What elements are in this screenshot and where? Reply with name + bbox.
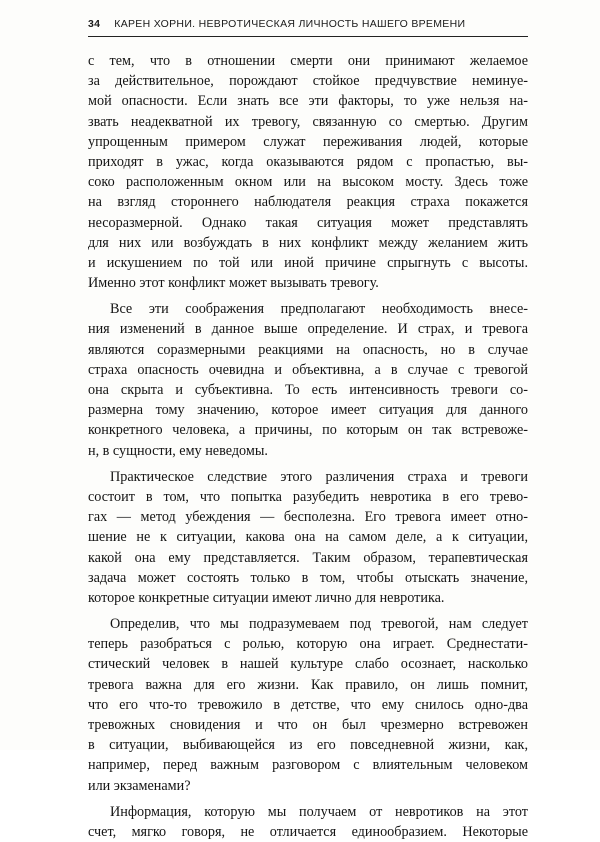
text-line: за действительное, порождают стойкое предчувствие неминуе-	[88, 73, 528, 90]
text-line: счет, мягко говоря, не отличается единообразием. Некоторые	[88, 823, 528, 840]
text-line: страха опасность очевидна и объективна, а в случае с тревогой	[88, 361, 528, 378]
text-line: шение не к ситуации, какова она на самом деле, а к ситуации,	[88, 529, 528, 546]
text-line: ния изменений в данное выше определение. И страх, и тревога	[88, 321, 528, 338]
text-line: тревога важна для его жизни. Как правило, он лишь помнит,	[88, 676, 528, 693]
text-line: стический человек в нашей культуре слабо осознает, насколько	[88, 656, 528, 673]
page-number: 34	[88, 18, 101, 30]
text-line: Информация, которую мы получаем от невротиков на этот	[110, 803, 528, 820]
text-line: приходят в ужас, когда оказываются рядом с пропастью, вы-	[88, 153, 528, 170]
text-line: задача может состоять только в том, чтобы отыскать значение,	[88, 569, 528, 586]
text-line: упрощенным примером служат переживания людей, которые	[88, 133, 528, 150]
text-line: и искушением по той или иной причине спрыгнуть с высоты.	[88, 254, 528, 271]
text-line: которое конкретные ситуации имеют лично для невротика.	[88, 589, 445, 606]
text-line: гах — метод убеждения — бесполезна. Его тревога имеет отно-	[88, 509, 528, 526]
text-line: или экзаменами?	[88, 777, 191, 794]
text-line: теперь разобраться с ролью, которую она играет. Среднестати-	[88, 636, 528, 653]
paragraph	[88, 51, 528, 293]
text-line: например, перед важным разговором с влиятельным человеком	[88, 757, 528, 774]
text-line: конкретного человека, а причины, по которым он так встревоже-	[88, 422, 528, 439]
text-line: являются соразмерными реакциями на опасность, но в случае	[88, 341, 528, 358]
paragraph	[88, 467, 528, 608]
text-line: размерна тому значению, которое имеет ситуация для данного	[88, 402, 528, 419]
body-text	[88, 51, 528, 842]
text-line: какой она ему представляется. Таким образом, терапевтическая	[88, 549, 528, 566]
text-line: тревожных сновидения и что он был чрезмерно встревожен	[88, 717, 528, 733]
text-line: мой опасности. Если знать все эти факторы, то уже нельзя на-	[88, 93, 528, 110]
text-line: для них или возбуждать в них конфликт между желанием жить	[88, 234, 528, 251]
text-line: н, в сущности, ему неведомы.	[88, 442, 268, 459]
text-line: Практическое следствие этого различения страха и тревоги	[110, 468, 528, 485]
paragraph	[88, 614, 528, 796]
text-line: состоит в том, что попытка разубедить невротика в его трево-	[88, 488, 528, 505]
text-line: в ситуации, выбивающейся из его повседневной жизни, как,	[88, 737, 528, 754]
text-line: что его что-то тревожило в детстве, что ему снилось одно-два	[88, 696, 528, 713]
paragraph	[88, 299, 528, 461]
header-rule	[88, 36, 528, 37]
text-line: она скрыта и субъективна. То есть интенсивность тревоги со-	[88, 382, 528, 398]
text-line: звать неадекватной их тревогу, связанную со смертью. Другим	[88, 113, 528, 130]
running-title: КАРЕН ХОРНИ. НЕВРОТИЧЕСКАЯ ЛИЧНОСТЬ НАШЕГО ВРЕМЕНИ	[114, 18, 466, 30]
running-header	[88, 18, 528, 30]
text-line: соко расположенным окном или на высоком мосту. Здесь тоже	[88, 174, 528, 191]
paragraph	[88, 802, 528, 842]
text-line: на взгляд стороннего наблюдателя реакция страха покажется	[88, 194, 528, 211]
text-line: Именно этот конфликт может вызывать тревогу.	[88, 275, 379, 292]
text-line: несоразмерной. Однако такая ситуация может представлять	[88, 214, 528, 231]
text-line: Определив, что мы подразумеваем под тревогой, нам следует	[110, 616, 528, 633]
text-line: Все эти соображения предполагают необходимость внесе-	[110, 301, 528, 318]
text-line: с тем, что в отношении смерти они принимают желаемое	[88, 53, 528, 69]
